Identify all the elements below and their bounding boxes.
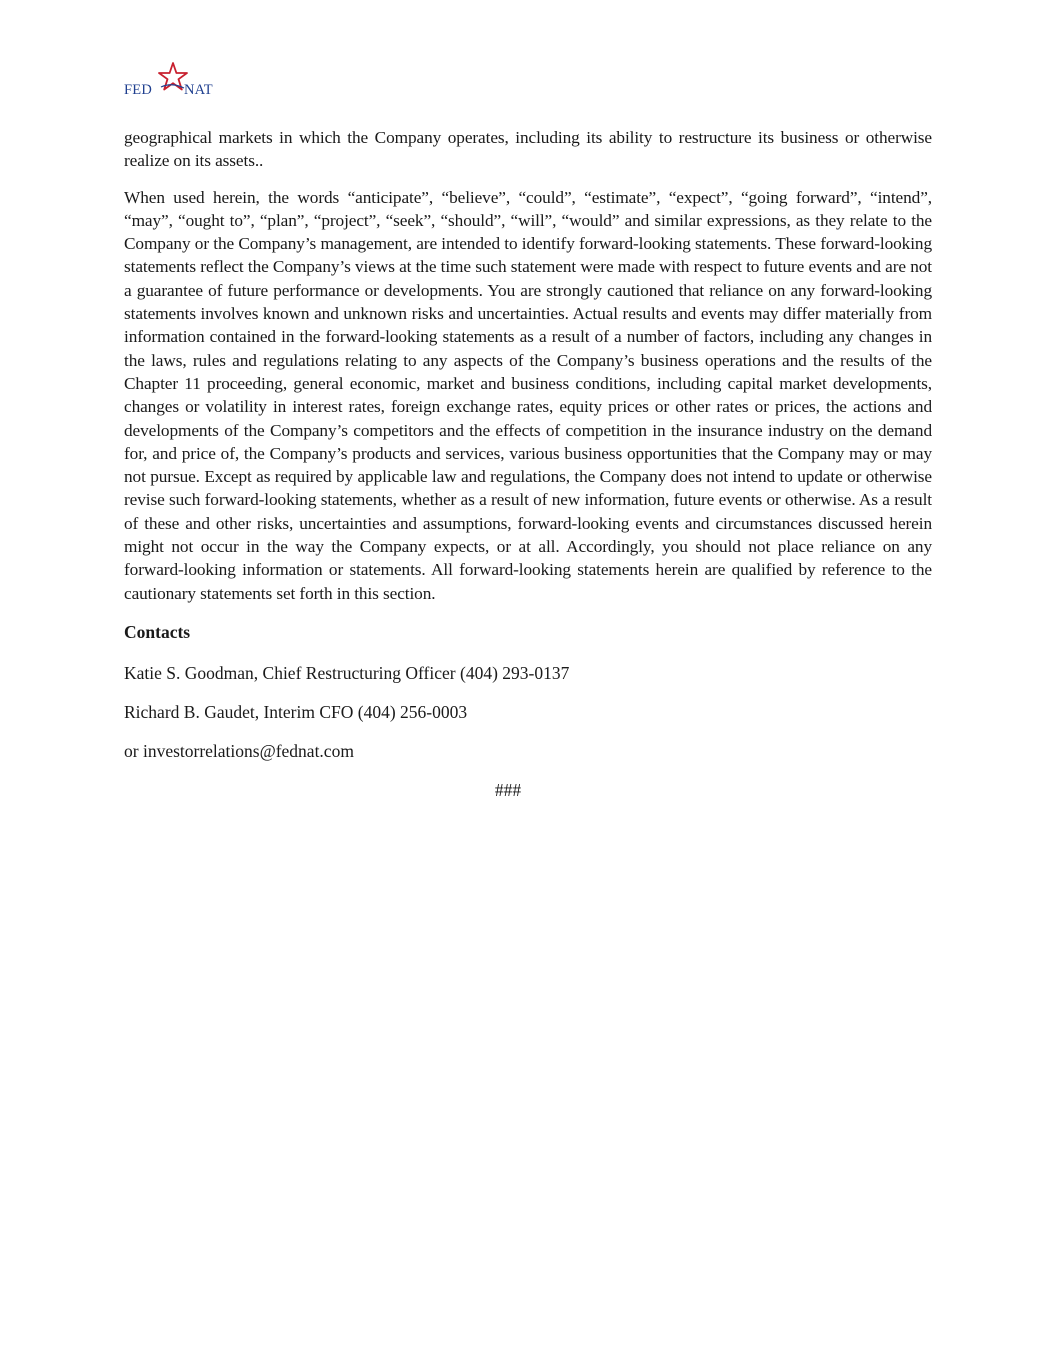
end-of-release-mark: ###	[494, 779, 522, 800]
document-body	[124, 126, 932, 802]
fednat-logo	[124, 62, 224, 98]
contact-goodman: Katie S. Goodman, Chief Restructuring Officer (404) 293-0137	[124, 662, 570, 683]
contact-gaudet: Richard B. Gaudet, Interim CFO (404) 256-0003	[124, 701, 468, 722]
logo-text-left: FED	[124, 82, 152, 98]
logo-text-right: NAT	[184, 82, 213, 98]
contacts-heading: Contacts	[124, 621, 191, 642]
forward-looking-paragraph-continued: geographical markets in which the Company operates, including its ability to restructure its business or otherwise realize on its assets..	[124, 128, 932, 171]
forward-looking-statements-paragraph: When used herein, the words “anticipate”, “believe”, “could”, “estimate”, “expect”, “going forward”, “intend”, “may”, “ought to”, “plan”, “project”, “seek”, “should”, “will”, “would” and similar expressions, as they relate to the Company or the Company’s management, are intended to identify forward-looking statements. These forward-looking statements reflect the Company’s views at the time such statement were made with respect to future events and are not a guarantee of future performance or developments. You are strongly cautioned that reliance on any forward-looking statements involves known and unknown risks and uncertainties. Actual results and events may differ materially from information contained in the forward-looking statements as a result of a number of factors, including any changes in the laws, rules and regulations relating to any aspects of the Company’s business operations and the results of the Chapter 11 proceeding, general economic, market and business conditions, including capital market developments, changes or volatility in interest rates, foreign exchange rates, equity prices or other rates or prices, the actions and developments of the Company’s competitors and the effects of competition in the insurance industry on the demand for, and price of, the Company’s products and services, various business opportunities that the Company may or may not pursue. Except as required by applicable law and regulations, the Company does not intend to update or otherwise revise such forward-looking statements, whether as a result of new information, future events or otherwise. As a result of these and other risks, uncertainties and assumptions, forward-looking events and circumstances discussed herein might not occur in the way the Company expects, or at all. Accordingly, you should not place reliance on any forward-looking information or statements. All forward-looking statements herein are qualified by reference to the cautionary statements set forth in this section.	[124, 187, 932, 603]
contact-email: or investorrelations@fednat.com	[124, 740, 354, 761]
